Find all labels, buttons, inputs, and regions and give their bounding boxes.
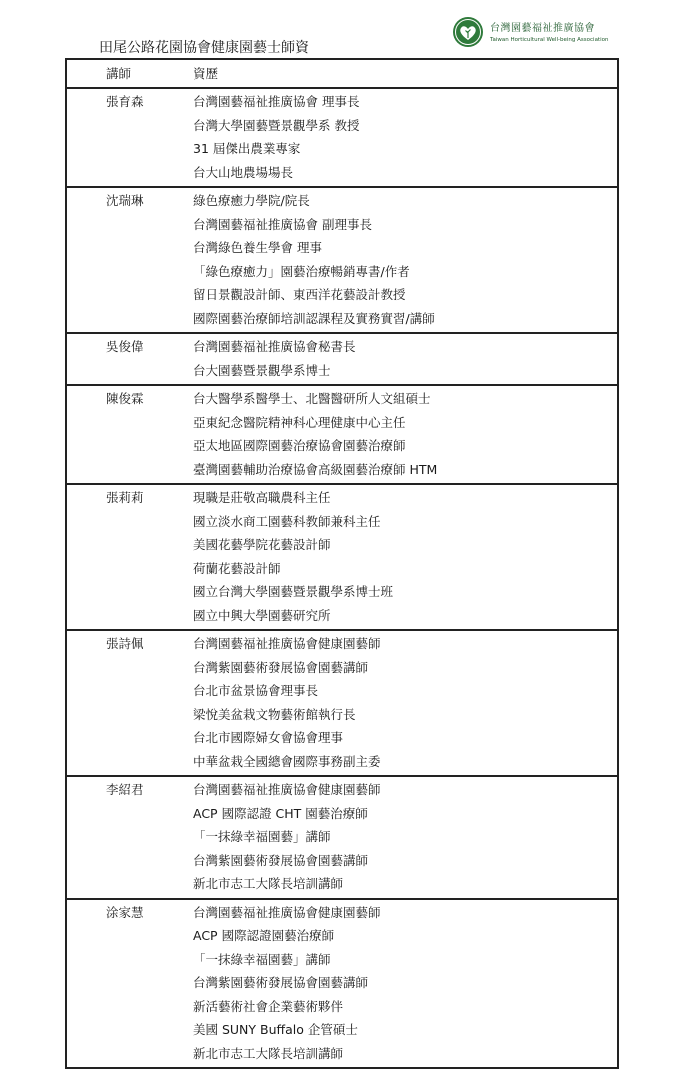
instructor-name: [66, 630, 193, 776]
faculty-table: [65, 58, 619, 1069]
qualification-line: 中華盆栽全國總會國際事務副主委: [193, 753, 381, 769]
logo-name-cn: 台灣園藝福祉推廣協會: [490, 23, 595, 34]
instructor-qualifications: [193, 776, 618, 899]
table-row: [66, 88, 618, 187]
table-row: [66, 630, 618, 776]
qualification-line: 梁悅美盆栽文物藝術館執行長: [193, 706, 356, 722]
qualification-line: 國立中興大學園藝研究所: [193, 607, 331, 623]
qualification-line: 荷蘭花藝設計師: [193, 560, 281, 576]
instructor-name-text: 吳俊偉: [106, 339, 144, 354]
qualification-line: ACP 國際認證園藝治療師: [193, 928, 335, 943]
table-row: [66, 187, 618, 333]
qualification-line: 台大山地農場場長: [193, 164, 294, 180]
qualification-line: 台灣綠色養生學會 理事: [193, 240, 322, 255]
qualification-line: 新活藝術社會企業藝術夥伴: [193, 998, 344, 1014]
instructor-qualifications: [193, 88, 618, 187]
qualification-line: 美國 SUNY Buffalo 企管碩士: [193, 1022, 358, 1037]
instructor-qualifications: [193, 484, 618, 630]
qualification-line: 現職是莊敬高職農科主任: [193, 490, 331, 505]
association-logo: [452, 16, 612, 52]
instructor-name-text: 涂家慧: [106, 904, 144, 920]
instructor-name: [66, 484, 193, 630]
instructor-name-text: 李紹君: [106, 782, 144, 797]
instructor-qualifications: [193, 187, 618, 333]
table-row: [66, 333, 618, 385]
qualification-line: 新北市志工大隊長培訓講師: [193, 876, 344, 891]
qualification-line: 台灣園藝福祉推廣協會秘書長: [193, 339, 356, 354]
instructor-qualifications: [193, 385, 618, 484]
table-row: [66, 484, 618, 630]
table-row: [66, 899, 618, 1069]
logo-name-en: Taiwan Horticultural Well-being Association: [490, 37, 609, 43]
table-row: [66, 385, 618, 484]
qualification-line: 「一抹綠幸福園藝」講師: [193, 829, 331, 844]
instructor-name: [66, 88, 193, 187]
qualification-line: 台灣紫園藝術發展協會園藝講師: [193, 659, 369, 675]
qualification-line: 台大醫學系醫學士、北醫醫研所人文組碩士: [193, 391, 431, 406]
qualification-line: 台灣園藝福祉推廣協會健康園藝師: [193, 904, 381, 920]
qualification-line: 台灣紫園藝術發展協會園藝講師: [193, 852, 369, 868]
page-title: 田尾公路花園協會健康園藝士師資: [99, 40, 309, 56]
table-header-row: [66, 59, 618, 88]
qualification-line: 台灣大學園藝暨景觀學系 教授: [193, 117, 360, 133]
instructor-name: [66, 333, 193, 385]
qualification-line: 綠色療癒力學院/院長: [193, 193, 310, 208]
qualification-line: 「綠色療癒力」園藝治療暢銷專書/作者: [193, 263, 410, 279]
qualification-line: 國際園藝治療師培訓認課程及實務實習/講師: [193, 310, 435, 326]
qualification-line: 國立淡水商工園藝科教師兼科主任: [193, 513, 381, 529]
instructor-name-text: 張莉莉: [106, 490, 144, 505]
qualification-line: 美國花藝學院花藝設計師: [193, 537, 331, 552]
instructor-name-text: 張詩佩: [106, 636, 144, 651]
qualification-line: 31 屆傑出農業專家: [193, 141, 301, 156]
qualification-line: 新北市志工大隊長培訓講師: [193, 1045, 344, 1061]
qualification-line: 亞太地區國際園藝治療協會園藝治療師: [193, 438, 406, 453]
qualification-line: 亞東紀念醫院精神科心理健康中心主任: [193, 414, 406, 430]
heart-tree-logo-icon: [452, 16, 484, 48]
qualification-line: 台灣紫園藝術發展協會園藝講師: [193, 975, 369, 990]
instructor-name-text: 陳俊霖: [106, 391, 144, 406]
instructor-qualifications: [193, 899, 618, 1069]
instructor-name: [66, 385, 193, 484]
qualification-line: 台大園藝暨景觀學系博士: [193, 362, 331, 378]
instructor-qualifications: [193, 333, 618, 385]
qualification-line: 台灣園藝福祉推廣協會健康園藝師: [193, 782, 381, 797]
column-header-qualifications: 資歷: [193, 59, 618, 88]
instructor-name: [66, 899, 193, 1069]
qualification-line: 台灣園藝福祉推廣協會 副理事長: [193, 216, 372, 232]
instructor-name: [66, 776, 193, 899]
instructor-name: [66, 187, 193, 333]
table-row: [66, 776, 618, 899]
qualification-line: 國立台灣大學園藝暨景觀學系博士班: [193, 584, 394, 599]
qualification-line: 台灣園藝福祉推廣協會 理事長: [193, 94, 360, 109]
qualification-line: 留日景觀設計師、東西洋花藝設計教授: [193, 287, 406, 302]
qualification-line: 「一抹綠幸福園藝」講師: [193, 951, 331, 967]
instructor-name-text: 沈瑞琳: [106, 193, 144, 208]
instructor-name-text: 張育森: [106, 94, 144, 109]
qualification-line: 台北市盆景協會理事長: [193, 683, 319, 698]
qualification-line: 台北市國際婦女會協會理事: [193, 730, 344, 745]
instructor-qualifications: [193, 630, 618, 776]
qualification-line: 臺灣園藝輔助治療協會高級園藝治療師 HTM: [193, 461, 438, 477]
qualification-line: 台灣園藝福祉推廣協會健康園藝師: [193, 636, 381, 651]
qualification-line: ACP 國際認證 CHT 園藝治療師: [193, 805, 368, 821]
column-header-name: 講師: [66, 59, 193, 88]
